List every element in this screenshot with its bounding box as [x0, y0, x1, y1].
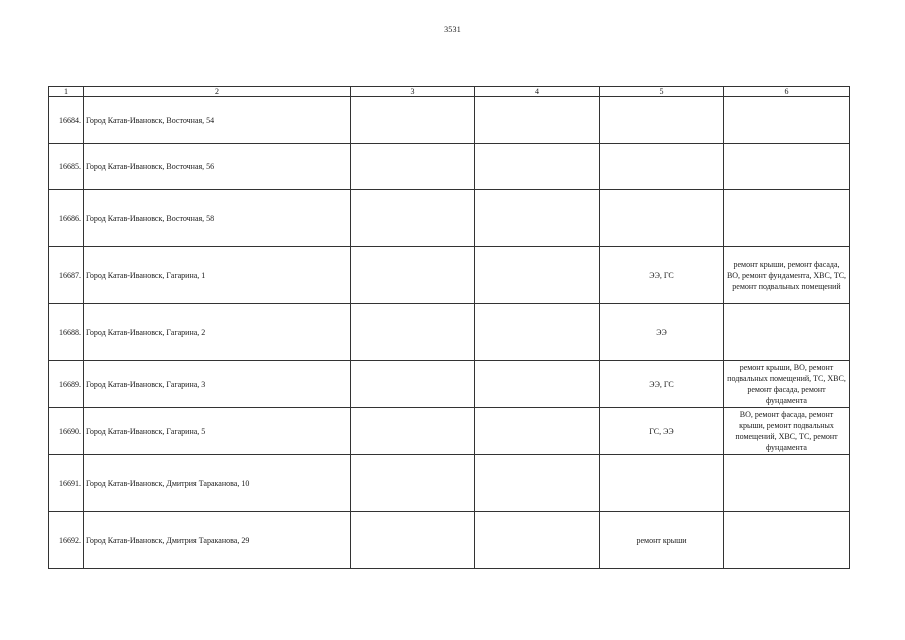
- cell-col6: ремонт крыши, ВО, ремонт подвальных помещений, ТС, ХВС, ремонт фасада, ремонт фундамента: [724, 361, 850, 408]
- cell-col3: [351, 190, 475, 247]
- cell-col5: ГС, ЭЭ: [600, 408, 724, 455]
- cell-col5: ЭЭ, ГС: [600, 247, 724, 304]
- cell-col5: ЭЭ: [600, 304, 724, 361]
- address-cell: Город Катав-Ивановск, Дмитрия Тараканова, 29: [84, 512, 351, 569]
- cell-col4: [475, 190, 600, 247]
- cell-col3: [351, 512, 475, 569]
- table-row: [49, 304, 850, 361]
- table-row: [49, 144, 850, 190]
- registry-table: [48, 86, 850, 569]
- table-row: [49, 97, 850, 144]
- row-number: 16690.: [49, 408, 84, 455]
- cell-col6: [724, 190, 850, 247]
- row-number: 16685.: [49, 144, 84, 190]
- address-cell: Город Катав-Ивановск, Восточная, 56: [84, 144, 351, 190]
- cell-col6: ремонт крыши, ремонт фасада, ВО, ремонт фундамента, ХВС, ТС, ремонт подвальных помещений: [724, 247, 850, 304]
- row-number: 16691.: [49, 455, 84, 512]
- table-row: [49, 408, 850, 455]
- cell-col3: [351, 455, 475, 512]
- column-header-3: 3: [351, 87, 475, 97]
- cell-col4: [475, 361, 600, 408]
- cell-col6: [724, 144, 850, 190]
- cell-col4: [475, 247, 600, 304]
- cell-col4: [475, 455, 600, 512]
- address-cell: Город Катав-Ивановск, Гагарина, 1: [84, 247, 351, 304]
- cell-col5: ремонт крыши: [600, 512, 724, 569]
- row-number: 16686.: [49, 190, 84, 247]
- address-cell: Город Катав-Ивановск, Гагарина, 3: [84, 361, 351, 408]
- column-header-2: 2: [84, 87, 351, 97]
- cell-col4: [475, 512, 600, 569]
- address-cell: Город Катав-Ивановск, Гагарина, 5: [84, 408, 351, 455]
- table-row: [49, 455, 850, 512]
- column-header-1: 1: [49, 87, 84, 97]
- column-header-5: 5: [600, 87, 724, 97]
- cell-col4: [475, 144, 600, 190]
- row-number: 16684.: [49, 97, 84, 144]
- cell-col3: [351, 361, 475, 408]
- cell-col6: [724, 97, 850, 144]
- cell-col5: [600, 144, 724, 190]
- table-row: [49, 247, 850, 304]
- cell-col3: [351, 247, 475, 304]
- cell-col5: [600, 97, 724, 144]
- row-number: 16687.: [49, 247, 84, 304]
- column-header-4: 4: [475, 87, 600, 97]
- cell-col5: [600, 190, 724, 247]
- cell-col6: [724, 304, 850, 361]
- row-number: 16688.: [49, 304, 84, 361]
- cell-col5: ЭЭ, ГС: [600, 361, 724, 408]
- address-cell: Город Катав-Ивановск, Гагарина, 2: [84, 304, 351, 361]
- row-number: 16692.: [49, 512, 84, 569]
- cell-col3: [351, 408, 475, 455]
- cell-col6: [724, 455, 850, 512]
- cell-col3: [351, 144, 475, 190]
- cell-col4: [475, 97, 600, 144]
- cell-col5: [600, 455, 724, 512]
- table-row: [49, 361, 850, 408]
- table-row: [49, 190, 850, 247]
- row-number: 16689.: [49, 361, 84, 408]
- header-row: [49, 87, 850, 97]
- address-cell: Город Катав-Ивановск, Дмитрия Тараканова, 10: [84, 455, 351, 512]
- address-cell: Город Катав-Ивановск, Восточная, 54: [84, 97, 351, 144]
- cell-col4: [475, 408, 600, 455]
- table-row: [49, 512, 850, 569]
- cell-col3: [351, 97, 475, 144]
- page-number: 3531: [444, 25, 461, 34]
- cell-col4: [475, 304, 600, 361]
- column-header-6: 6: [724, 87, 850, 97]
- cell-col3: [351, 304, 475, 361]
- cell-col6: ВО, ремонт фасада, ремонт крыши, ремонт подвальных помещений, ХВС, ТС, ремонт фундамента: [724, 408, 850, 455]
- cell-col6: [724, 512, 850, 569]
- address-cell: Город Катав-Ивановск, Восточная, 58: [84, 190, 351, 247]
